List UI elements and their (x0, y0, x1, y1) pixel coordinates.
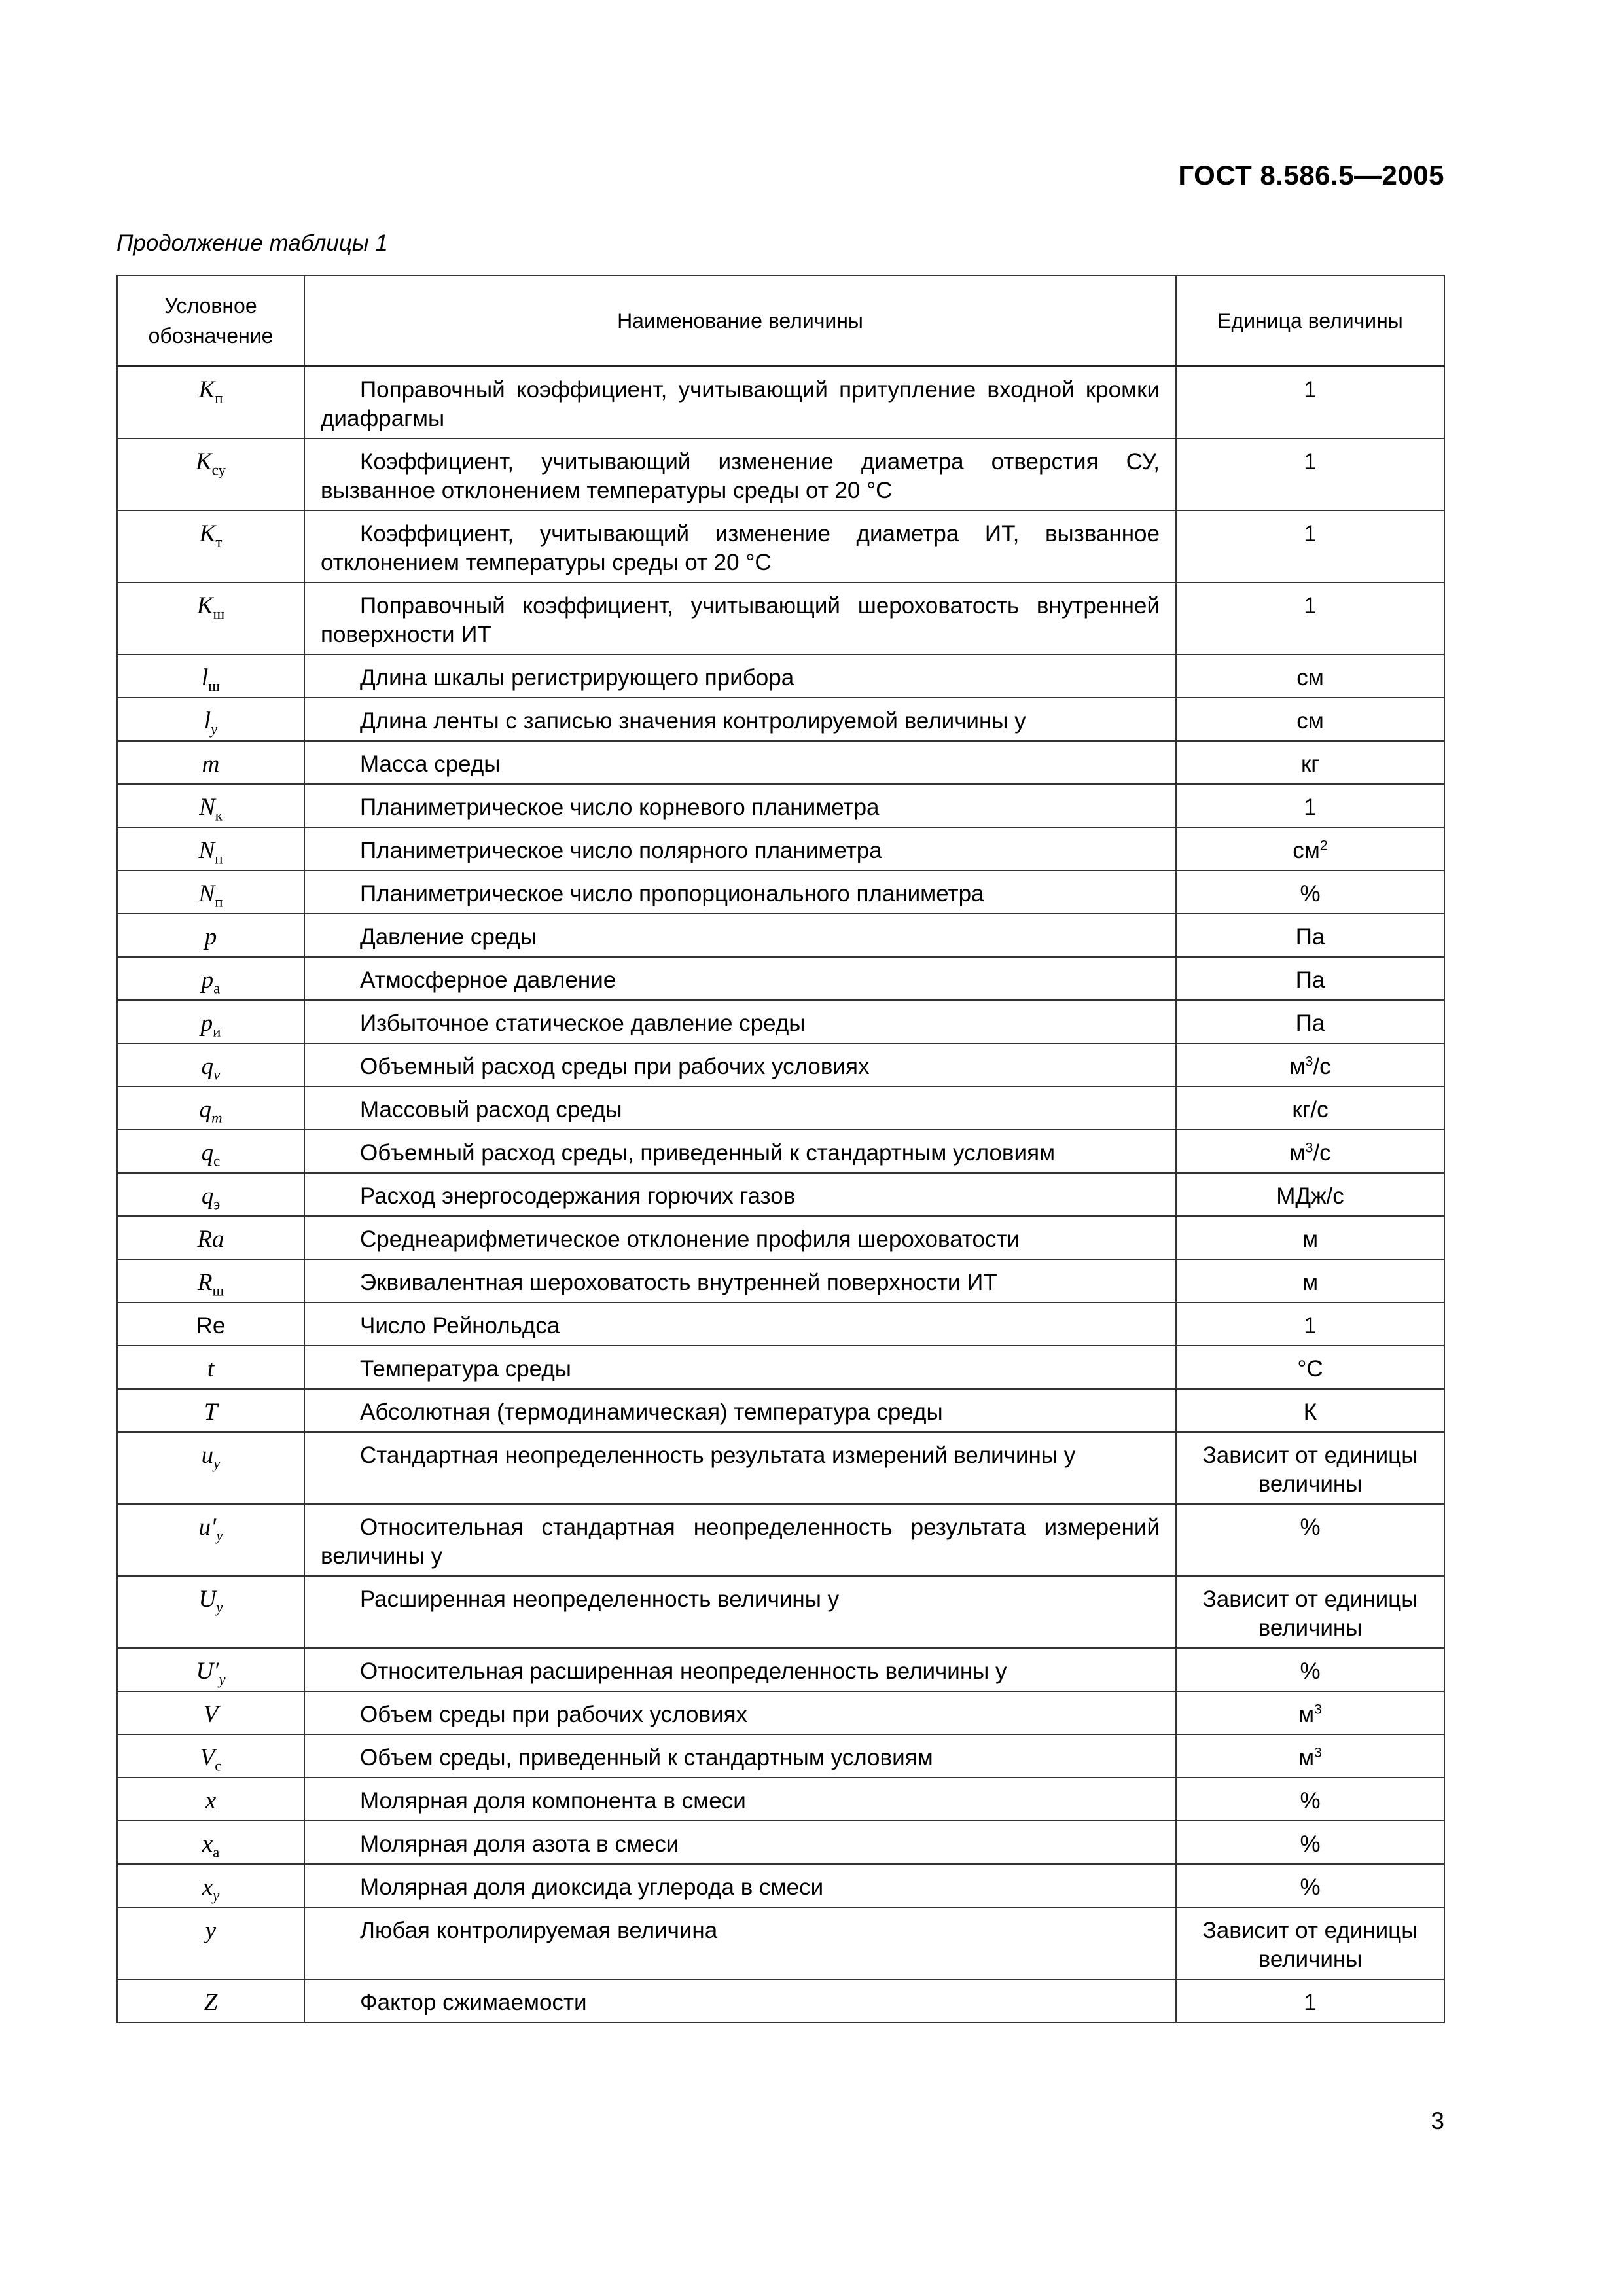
table-row (117, 1864, 1444, 1907)
name-cell (304, 655, 1176, 698)
unit-cell (1176, 1086, 1444, 1130)
unit-value: 1 (1304, 1990, 1317, 2015)
symbol-cell (117, 1778, 304, 1821)
unit-cell (1176, 1864, 1444, 1907)
unit-tail: /с (1313, 1140, 1331, 1166)
symbols-table (116, 275, 1445, 2023)
unit-cell (1176, 1259, 1444, 1302)
unit-value: м (1302, 1270, 1319, 1295)
symbol-subscript: ш (213, 605, 225, 622)
symbol-cell (117, 698, 304, 741)
unit-cell (1176, 366, 1444, 439)
table-row (117, 1173, 1444, 1216)
quantity-name: Среднеарифметическое отклонение профиля шероховатости (360, 1227, 1020, 1252)
symbol-main: q (201, 1183, 214, 1210)
quantity-name: Избыточное статическое давление среды (360, 1011, 806, 1036)
header-name: Наименование величины (304, 276, 1176, 366)
name-cell (304, 870, 1176, 914)
table-row (117, 1259, 1444, 1302)
symbol-main: q (199, 1096, 211, 1123)
quantity-name: Давление среды (360, 924, 537, 950)
quantity-name: Атмосферное давление (360, 967, 616, 993)
unit-value: м (1298, 1745, 1314, 1770)
name-cell (304, 1648, 1176, 1691)
unit-superscript: 2 (1319, 836, 1328, 853)
name-cell (304, 698, 1176, 741)
symbol-main: U′ (196, 1658, 219, 1685)
quantity-name: Планиметрическое число полярного планиметра (360, 838, 882, 863)
header-symbol-line1: Условное (164, 293, 257, 317)
unit-cell (1176, 1734, 1444, 1778)
unit-value: °С (1297, 1356, 1323, 1382)
symbol-cell (117, 1000, 304, 1043)
unit-value: см (1296, 665, 1324, 691)
unit-cell (1176, 957, 1444, 1000)
table-row (117, 1979, 1444, 2022)
name-cell (304, 1432, 1176, 1504)
unit-cell (1176, 784, 1444, 827)
unit-cell (1176, 870, 1444, 914)
quantity-name: Фактор сжимаемости (360, 1990, 587, 2015)
symbol-main: p (200, 1010, 213, 1037)
symbol-cell (117, 1648, 304, 1691)
name-cell (304, 1389, 1176, 1432)
quantity-name: Коэффициент, учитывающий изменение диаметра отверстия СУ, вызванное отклонением температуры среды от 20 °С (321, 449, 1160, 503)
name-cell (304, 1979, 1176, 2022)
symbol-cell (117, 511, 304, 583)
unit-cell (1176, 1979, 1444, 2022)
unit-value: % (1300, 1515, 1321, 1540)
symbol-cell (117, 1821, 304, 1864)
table-row (117, 511, 1444, 583)
table-row (117, 741, 1444, 784)
table-row (117, 1389, 1444, 1432)
header-unit: Единица величины (1176, 276, 1444, 366)
quantity-name: Планиметрическое число пропорционального планиметра (360, 881, 984, 906)
symbol-subscript: y (219, 1671, 226, 1688)
symbol-main: x (205, 1787, 217, 1814)
symbol-subscript: y (213, 1887, 220, 1904)
symbol-subscript: с (215, 1757, 222, 1774)
table-row (117, 1821, 1444, 1864)
unit-value: К (1303, 1399, 1317, 1425)
quantity-name: Относительная стандартная неопределенность результата измерений величины y (321, 1515, 1160, 1569)
name-cell (304, 1864, 1176, 1907)
symbol-main: p (201, 967, 214, 994)
symbol-main: U (198, 1586, 217, 1613)
unit-cell (1176, 655, 1444, 698)
unit-cell (1176, 1043, 1444, 1086)
table-row (117, 698, 1444, 741)
unit-cell (1176, 1648, 1444, 1691)
unit-value: 1 (1304, 1313, 1317, 1338)
quantity-name: Молярная доля диоксида углерода в смеси (360, 1874, 824, 1900)
quantity-name: Температура среды (360, 1356, 571, 1382)
unit-value: м (1298, 1702, 1314, 1727)
table-row (117, 439, 1444, 511)
unit-value: Зависит от единицы величины (1202, 1918, 1418, 1972)
table-row (117, 1043, 1444, 1086)
quantity-name: Расширенная неопределенность величины y (360, 1587, 840, 1612)
symbol-subscript: y (211, 721, 218, 738)
symbol-subscript: а (213, 980, 221, 997)
unit-value: МДж/с (1276, 1183, 1344, 1209)
unit-cell (1176, 1389, 1444, 1432)
unit-value: см (1293, 838, 1320, 863)
symbol-cell (117, 1979, 304, 2022)
table-row (117, 1302, 1444, 1346)
quantity-name: Поправочный коэффициент, учитывающий шероховатость внутренней поверхности ИТ (321, 593, 1160, 647)
unit-cell (1176, 439, 1444, 511)
quantity-name: Коэффициент, учитывающий изменение диаметра ИТ, вызванное отклонением температуры среды от 20 °С (321, 521, 1160, 575)
symbols-table-container (116, 275, 1445, 2023)
symbol-main: l (204, 708, 211, 734)
table-row (117, 1346, 1444, 1389)
table-body (117, 366, 1444, 2022)
name-cell (304, 1173, 1176, 1216)
table-row (117, 655, 1444, 698)
name-cell (304, 1216, 1176, 1259)
symbol-cell (117, 439, 304, 511)
symbol-main: Z (204, 1989, 218, 2016)
unit-superscript: 3 (1314, 1744, 1323, 1761)
symbol-subscript: а (213, 1844, 220, 1861)
unit-value: % (1300, 1788, 1321, 1814)
header-symbol (117, 276, 304, 366)
quantity-name: Поправочный коэффициент, учитывающий притупление входной кромки диафрагмы (321, 377, 1160, 431)
symbol-cell (117, 1130, 304, 1173)
unit-value: % (1300, 1831, 1321, 1857)
symbol-cell (117, 957, 304, 1000)
table-row (117, 1086, 1444, 1130)
name-cell (304, 784, 1176, 827)
symbol-main: Ra (197, 1226, 224, 1253)
unit-value: кг (1300, 751, 1320, 777)
symbol-subscript: ш (212, 1282, 224, 1299)
unit-value: 1 (1304, 449, 1317, 475)
unit-value: м (1289, 1140, 1306, 1166)
unit-value: Па (1295, 967, 1325, 993)
quantity-name: Стандартная неопределенность результата измерений величины y (360, 1443, 1076, 1468)
name-cell (304, 1778, 1176, 1821)
unit-value: 1 (1304, 521, 1317, 547)
symbol-main: p (204, 924, 217, 950)
unit-cell (1176, 511, 1444, 583)
symbol-subscript: э (213, 1196, 221, 1213)
table-row (117, 1216, 1444, 1259)
symbol-main: K (195, 448, 212, 475)
quantity-name: Молярная доля компонента в смеси (360, 1788, 746, 1814)
table-row (117, 1648, 1444, 1691)
unit-cell (1176, 1216, 1444, 1259)
unit-cell (1176, 1691, 1444, 1734)
unit-cell (1176, 914, 1444, 957)
symbol-cell (117, 827, 304, 870)
symbol-subscript: п (215, 389, 223, 406)
unit-value: 1 (1304, 377, 1317, 403)
symbol-cell (117, 1086, 304, 1130)
table-row (117, 1000, 1444, 1043)
name-cell (304, 1259, 1176, 1302)
symbol-cell (117, 655, 304, 698)
symbol-subscript: су (211, 461, 226, 478)
table-row (117, 1504, 1444, 1576)
unit-value: 1 (1304, 593, 1317, 619)
table-row (117, 366, 1444, 439)
name-cell (304, 1734, 1176, 1778)
name-cell (304, 1000, 1176, 1043)
name-cell (304, 1346, 1176, 1389)
quantity-name: Длина шкалы регистрирующего прибора (360, 665, 794, 691)
quantity-name: Объем среды, приведенный к стандартным условиям (360, 1745, 933, 1770)
name-cell (304, 439, 1176, 511)
symbol-main: K (196, 592, 213, 619)
symbol-subscript: п (215, 893, 223, 910)
symbol-main: u′ (198, 1514, 217, 1541)
name-cell (304, 1821, 1176, 1864)
symbol-subscript: m (211, 1109, 223, 1126)
symbol-cell (117, 1216, 304, 1259)
name-cell (304, 957, 1176, 1000)
quantity-name: Расход энергосодержания горючих газов (360, 1183, 796, 1209)
symbol-cell (117, 870, 304, 914)
symbol-main: K (199, 520, 216, 547)
quantity-name: Абсолютная (термодинамическая) температура среды (360, 1399, 943, 1425)
table-row (117, 957, 1444, 1000)
symbol-cell (117, 1432, 304, 1504)
name-cell (304, 1691, 1176, 1734)
unit-cell (1176, 1130, 1444, 1173)
quantity-name: Планиметрическое число корневого планиметра (360, 795, 880, 820)
header-symbol-line2: обозначение (148, 323, 274, 348)
quantity-name: Объемный расход среды, приведенный к стандартным условиям (360, 1140, 1056, 1166)
symbol-subscript: п (215, 850, 223, 867)
table-row (117, 827, 1444, 870)
quantity-name: Массовый расход среды (360, 1097, 622, 1122)
table-continuation-caption: Продолжение таблицы 1 (116, 230, 388, 256)
table-row (117, 1691, 1444, 1734)
unit-value: % (1300, 1874, 1321, 1900)
unit-value: м (1289, 1054, 1306, 1079)
symbol-cell (117, 784, 304, 827)
unit-cell (1176, 698, 1444, 741)
unit-cell (1176, 1778, 1444, 1821)
name-cell (304, 1907, 1176, 1979)
table-row (117, 1734, 1444, 1778)
unit-tail: /с (1313, 1054, 1331, 1079)
symbol-cell (117, 1043, 304, 1086)
unit-value: % (1300, 881, 1321, 906)
symbol-main: V (200, 1744, 215, 1771)
name-cell (304, 914, 1176, 957)
symbol-cell (117, 914, 304, 957)
name-cell (304, 827, 1176, 870)
symbol-main: x (202, 1874, 213, 1901)
name-cell (304, 511, 1176, 583)
name-cell (304, 1302, 1176, 1346)
symbol-main: l (202, 664, 209, 691)
quantity-name: Относительная расширенная неопределенность величины y (360, 1659, 1007, 1684)
symbol-main: T (204, 1399, 218, 1426)
symbol-cell (117, 741, 304, 784)
table-row (117, 1778, 1444, 1821)
symbol-main: K (198, 376, 215, 403)
unit-superscript: 3 (1305, 1139, 1313, 1156)
unit-value: Па (1295, 924, 1325, 950)
symbol-main: x (202, 1831, 213, 1857)
symbol-subscript: y (216, 1599, 223, 1616)
name-cell (304, 741, 1176, 784)
quantity-name: Объемный расход среды при рабочих условиях (360, 1054, 870, 1079)
symbol-cell (117, 1691, 304, 1734)
symbol-subscript: ш (208, 677, 220, 694)
unit-value: кг/с (1292, 1097, 1329, 1122)
symbol-main: N (198, 837, 215, 864)
symbol-cell (117, 1504, 304, 1576)
unit-cell (1176, 827, 1444, 870)
unit-cell (1176, 1907, 1444, 1979)
document-code: ГОСТ 8.586.5—2005 (1178, 160, 1444, 190)
symbol-subscript: y (216, 1527, 223, 1544)
unit-value: м (1302, 1227, 1319, 1252)
symbol-cell (117, 1576, 304, 1648)
table-row (117, 1130, 1444, 1173)
name-cell (304, 1043, 1176, 1086)
symbol-cell (117, 366, 304, 439)
unit-value: см (1296, 708, 1324, 734)
symbol-cell (117, 583, 304, 655)
page-number: 3 (1431, 2108, 1444, 2134)
name-cell (304, 1576, 1176, 1648)
unit-value: Па (1295, 1011, 1325, 1036)
unit-cell (1176, 1821, 1444, 1864)
quantity-name: Длина ленты с записью значения контролируемой величины y (360, 708, 1026, 734)
table-row (117, 870, 1444, 914)
table-row (117, 1907, 1444, 1979)
table-row (117, 784, 1444, 827)
quantity-name: Масса среды (360, 751, 501, 777)
unit-superscript: 3 (1314, 1700, 1323, 1717)
symbol-cell (117, 1346, 304, 1389)
symbol-main: y (205, 1917, 217, 1944)
symbol-cell (117, 1259, 304, 1302)
unit-cell (1176, 1173, 1444, 1216)
name-cell (304, 583, 1176, 655)
symbol-cell (117, 1907, 304, 1979)
symbol-cell (117, 1389, 304, 1432)
symbol-main: u (201, 1442, 214, 1469)
symbol-main: N (198, 880, 215, 907)
unit-cell (1176, 1432, 1444, 1504)
symbol-main: q (201, 1139, 214, 1166)
symbol-cell (117, 1302, 304, 1346)
unit-cell (1176, 741, 1444, 784)
name-cell (304, 1504, 1176, 1576)
name-cell (304, 366, 1176, 439)
symbol-main: R (197, 1269, 213, 1296)
symbol-subscript: к (215, 807, 223, 824)
table-header-row (117, 276, 1444, 366)
symbol-subscript: y (213, 1455, 221, 1472)
table-row (117, 1432, 1444, 1504)
unit-cell (1176, 1576, 1444, 1648)
unit-cell (1176, 1000, 1444, 1043)
symbol-main: Re (196, 1313, 226, 1338)
table-row (117, 583, 1444, 655)
unit-value: Зависит от единицы величины (1202, 1587, 1418, 1641)
symbol-main: q (201, 1053, 214, 1080)
unit-value: % (1300, 1659, 1321, 1684)
name-cell (304, 1130, 1176, 1173)
symbol-main: t (207, 1355, 215, 1382)
symbol-subscript: v (213, 1066, 221, 1083)
quantity-name: Объем среды при рабочих условиях (360, 1702, 748, 1727)
unit-value: Зависит от единицы величины (1202, 1443, 1418, 1497)
quantity-name: Любая контролируемая величина (360, 1918, 718, 1943)
quantity-name: Эквивалентная шероховатость внутренней поверхности ИТ (360, 1270, 997, 1295)
symbol-main: V (203, 1701, 219, 1728)
unit-cell (1176, 1346, 1444, 1389)
unit-cell (1176, 583, 1444, 655)
table-row (117, 1576, 1444, 1648)
symbol-subscript: с (213, 1153, 221, 1170)
symbol-cell (117, 1864, 304, 1907)
unit-superscript: 3 (1305, 1052, 1313, 1069)
symbol-subscript: т (215, 533, 223, 550)
unit-cell (1176, 1504, 1444, 1576)
quantity-name: Число Рейнольдса (360, 1313, 560, 1338)
unit-cell (1176, 1302, 1444, 1346)
quantity-name: Молярная доля азота в смеси (360, 1831, 679, 1857)
name-cell (304, 1086, 1176, 1130)
symbol-main: m (202, 751, 220, 778)
table-row (117, 914, 1444, 957)
symbol-main: N (199, 794, 215, 821)
symbol-cell (117, 1734, 304, 1778)
symbol-cell (117, 1173, 304, 1216)
symbol-subscript: и (213, 1023, 221, 1040)
unit-value: 1 (1304, 795, 1317, 820)
